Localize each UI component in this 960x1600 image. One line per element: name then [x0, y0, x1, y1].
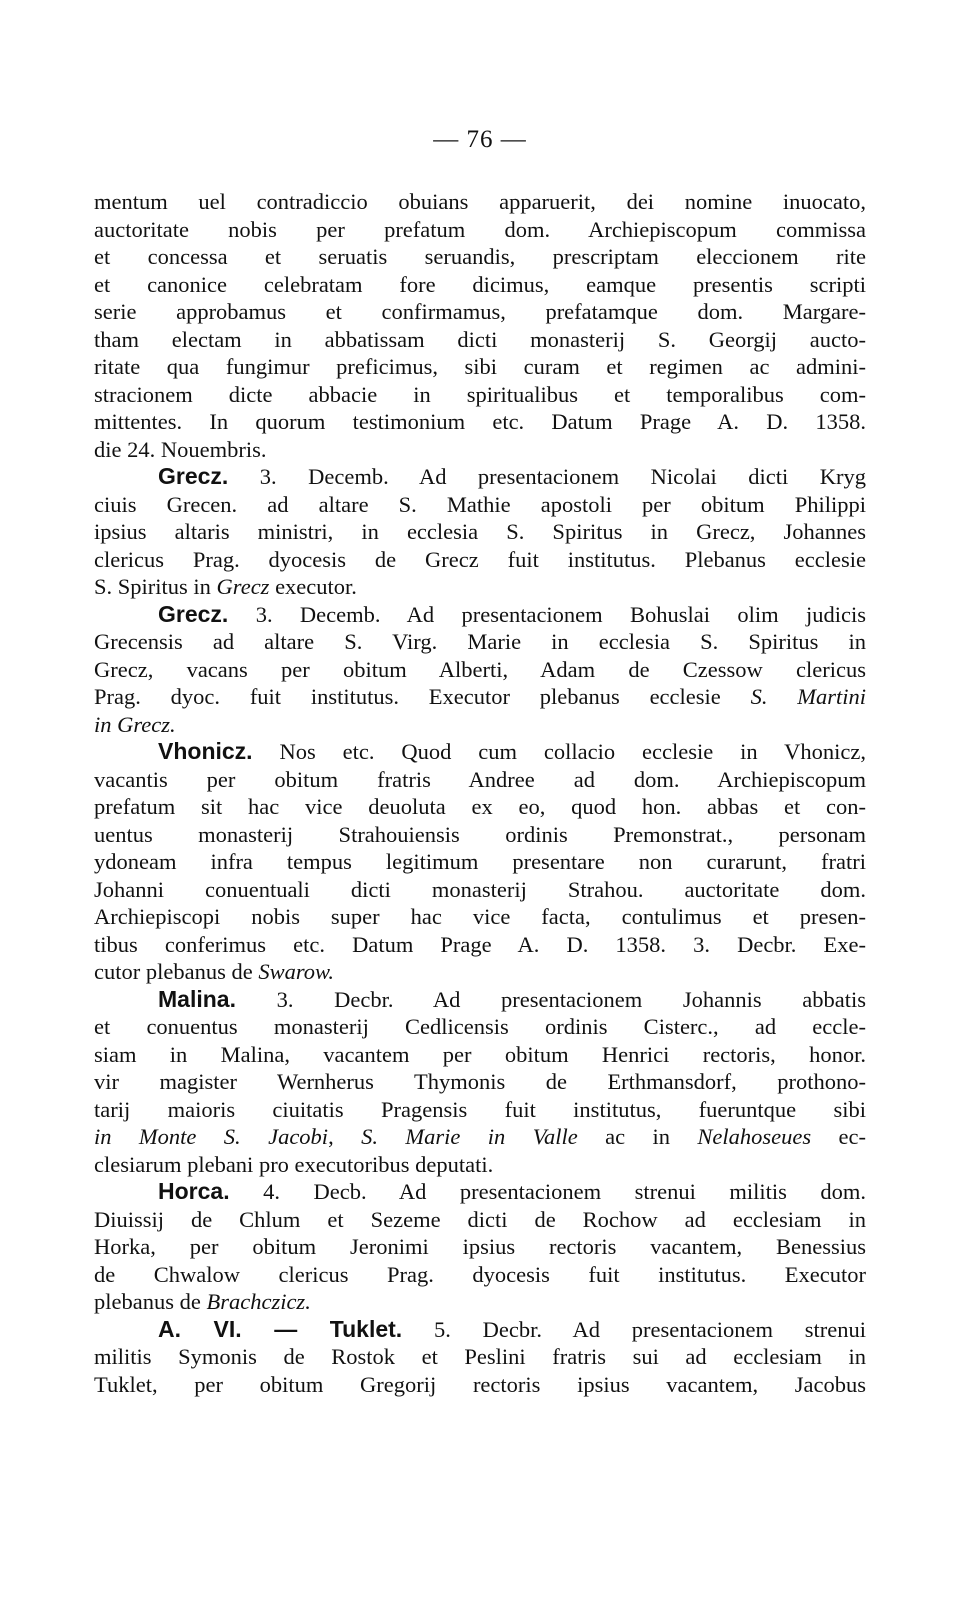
entry-heading-line	[94, 738, 866, 766]
entry-text: 4. Decb. Ad presentacionem strenui militis dom.	[229, 1179, 866, 1204]
entry-heading-line	[94, 986, 866, 1014]
text-segment: ,	[328, 1124, 362, 1149]
text-line: ydoneam infra tempus legitimum presentare non curarunt, fratri	[94, 849, 866, 874]
entry-heading-line	[94, 1178, 866, 1206]
entry-heading-line	[94, 463, 866, 491]
text-line: serie approbamus et confirmamus, prefatamque dom. Margare-	[94, 299, 866, 324]
text-line: auctoritate nobis per prefatum dom. Archiepiscopum commissa	[94, 216, 866, 242]
text-line	[94, 573, 866, 601]
entry-place-name: Horca.	[158, 1178, 230, 1204]
text-line: clericus Prag. dyocesis de Grecz fuit institutus. Plebanus ecclesie	[94, 546, 866, 572]
text-line: vacantis per obitum fratris Andree ad dom. Archiepiscopum	[94, 766, 866, 792]
entry-text: 5. Decbr. Ad presentacionem strenui	[402, 1316, 866, 1342]
entry-place-name: Vhonicz.	[158, 738, 253, 764]
entry-heading-line	[94, 1316, 866, 1344]
text-line	[94, 1123, 866, 1151]
text-line: Grecz, vacans per obitum Alberti, Adam de Czessow clericus	[94, 656, 866, 682]
text-segment: S. Spiritus in	[94, 574, 217, 599]
entry-place-name: Grecz.	[158, 600, 229, 627]
entry-heading-line	[94, 601, 866, 629]
text-line: uentus monasterij Strahouiensis ordinis Premonstrat., personam	[94, 821, 866, 847]
italic-text: Brachczicz.	[206, 1289, 311, 1314]
text-line: de Chwalow clericus Prag. dyocesis fuit institutus. Executor	[94, 1261, 866, 1287]
entry-place-name: A. VI. — Tuklet.	[158, 1315, 403, 1342]
text-line: mittentes. In quorum testimonium etc. Datum Prage A. D. 1358.	[94, 409, 866, 434]
text-segment: ac in	[577, 1124, 698, 1149]
text-line: siam in Malina, vacantem per obitum Henrici rectoris, honor.	[94, 1041, 866, 1067]
text-line: Grecensis ad altare S. Virg. Marie in ecclesia S. Spiritus in	[94, 629, 866, 654]
page-number: — 76 —	[433, 126, 527, 153]
italic-text: in Monte S. Jacobi	[94, 1124, 329, 1149]
text-line: Horka, per obitum Jeronimi ipsius rectoris vacantem, Benessius	[94, 1234, 866, 1259]
text-line: tham electam in abbatissam dicti monasterij S. Georgij aucto-	[94, 326, 866, 352]
text-line: ritate qua fungimur preficimus, sibi curam et regimen ac admini-	[94, 354, 866, 379]
entry-place-name: Malina.	[158, 985, 236, 1012]
text-line: Archiepiscopi nobis super hac vice facta, contulimus et presen-	[94, 904, 866, 929]
text-line: Diuissij de Chlum et Sezeme dicti de Rochow ad ecclesiam in	[94, 1206, 866, 1232]
text-line: tarij maioris ciuitatis Pragensis fuit institutus, fueruntque sibi	[94, 1096, 866, 1122]
text-line: ipsius altaris ministri, in ecclesia S. Spiritus in Grecz, Johannes	[94, 519, 866, 544]
text-line: prefatum sit hac vice deuoluta ex eo, quod hon. abbas et con-	[94, 794, 866, 819]
text-line: et canonice celebratam fore dicimus, eamque presentis scripti	[94, 271, 866, 297]
italic-text: Grecz	[216, 574, 270, 599]
text-segment: ec-	[811, 1124, 866, 1149]
text-line: stracionem dicte abbacie in spiritualibus et temporalibus com-	[94, 381, 866, 407]
entry-place-name: Grecz.	[158, 463, 229, 489]
italic-text: S. Marie in Valle	[361, 1124, 578, 1149]
entry-text: 3. Decbr. Ad presentacionem Johannis abbatis	[235, 986, 866, 1012]
text-line: tibus conferimus etc. Datum Prage A. D. 1358. 3. Decbr. Exe-	[94, 931, 866, 957]
italic-text: Nelahoseues	[697, 1124, 812, 1149]
text-line	[94, 1288, 866, 1316]
text-segment: executor.	[269, 574, 357, 599]
text-line: in Grecz.	[94, 711, 176, 737]
text-line: Johanni conuentuali dicti monasterij Strahou. auctoritate dom.	[94, 876, 866, 902]
text-line: clesiarum plebani pro executoribus deputati.	[94, 1151, 494, 1177]
text-line	[94, 958, 866, 986]
entry-text: 3. Decemb. Ad presentacionem Bohuslai olim judicis	[228, 601, 866, 627]
text-line: mentum uel contradiccio obuians apparuerit, dei nomine inuocato,	[94, 189, 866, 214]
text-line: et conuentus monasterij Cedlicensis ordinis Cisterc., ad eccle-	[94, 1014, 866, 1039]
text-line: et concessa et seruatis seruandis, prescriptam eleccionem rite	[94, 244, 866, 269]
text-segment: cutor plebanus de	[94, 959, 259, 984]
text-line	[94, 683, 866, 711]
text-line: ciuis Grecen. ad altare S. Mathie apostoli per obitum Philippi	[94, 491, 866, 517]
italic-text: S. Martini	[750, 684, 866, 709]
italic-text: Swarow.	[258, 959, 334, 984]
text-line: vir magister Wernherus Thymonis de Erthmansdorf, prothono-	[94, 1069, 866, 1094]
text-segment: Prag. dyoc. fuit institutus. Executor plebanus ecclesie	[94, 684, 751, 709]
entry-text: Nos etc. Quod cum collacio ecclesie in Vhonicz,	[252, 739, 866, 764]
entry-text: 3. Decemb. Ad presentacionem Nicolai dicti Kryg	[228, 464, 866, 489]
text-line: die 24. Nouembris.	[94, 436, 267, 462]
text-segment: plebanus de	[94, 1289, 207, 1314]
text-line: militis Symonis de Rostok et Peslini fratris sui ad ecclesiam in	[94, 1344, 866, 1369]
document-body	[94, 188, 866, 1398]
text-line: Tuklet, per obitum Gregorij rectoris ipsius vacantem, Jacobus	[94, 1371, 866, 1397]
